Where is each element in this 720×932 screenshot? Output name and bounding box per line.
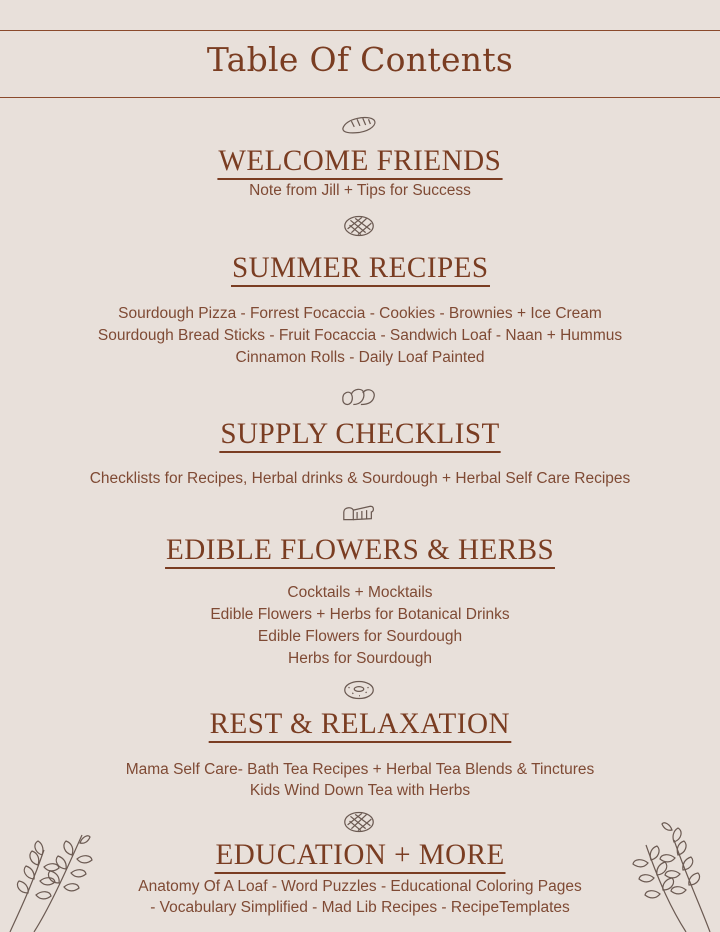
section-line: Mama Self Care- Bath Tea Recipes + Herbal Tea Blends & Tinctures: [125, 761, 595, 778]
section-line: Cocktails + Mocktails: [287, 584, 433, 601]
section-heading-summer[interactable]: SUMMER RECIPES: [0, 251, 720, 287]
wheat-icon: [0, 825, 100, 932]
scored-round-loaf-icon: [340, 810, 378, 834]
bread-slices-icon: [340, 384, 378, 408]
section-line: Cinnamon Rolls - Daily Loaf Painted: [235, 349, 485, 366]
section-line: Anatomy Of A Loaf - Word Puzzles - Educational Coloring Pages: [138, 878, 582, 895]
section-heading-supply[interactable]: SUPPLY CHECKLIST: [0, 417, 720, 453]
section-line: Edible Flowers + Herbs for Botanical Drinks: [210, 606, 510, 623]
section-line: Kids Wind Down Tea with Herbs: [249, 782, 471, 799]
section-line: Edible Flowers for Sourdough: [257, 628, 463, 645]
section-heading-education[interactable]: EDUCATION + MORE: [0, 838, 720, 874]
section-line: Note from Jill + Tips for Success: [249, 182, 471, 199]
section-line: Sourdough Pizza - Forrest Focaccia - Cookies - Brownies + Ice Cream: [118, 305, 602, 322]
wheat-icon: [620, 800, 720, 932]
section-heading-welcome[interactable]: WELCOME FRIENDS: [0, 144, 720, 180]
scored-round-loaf-icon: [340, 214, 378, 238]
bread-loaf-icon: [340, 112, 378, 136]
sliced-loaf-icon: [340, 500, 378, 524]
section-line: Herbs for Sourdough: [288, 650, 432, 667]
bottom-rule: [0, 97, 720, 98]
section-heading-rest[interactable]: REST & RELAXATION: [0, 707, 720, 743]
section-line: Sourdough Bread Sticks - Fruit Focaccia - Sandwich Loaf - Naan + Hummus: [97, 327, 623, 344]
section-heading-flowers[interactable]: EDIBLE FLOWERS & HERBS: [0, 533, 720, 569]
section-line: - Vocabulary Simplified - Mad Lib Recipes - RecipeTemplates: [150, 899, 570, 916]
top-rule: [0, 30, 720, 31]
section-line: Checklists for Recipes, Herbal drinks & Sourdough + Herbal Self Care Recipes: [89, 470, 631, 487]
page-title: Table Of Contents: [206, 40, 514, 79]
bagel-icon: [340, 678, 378, 702]
